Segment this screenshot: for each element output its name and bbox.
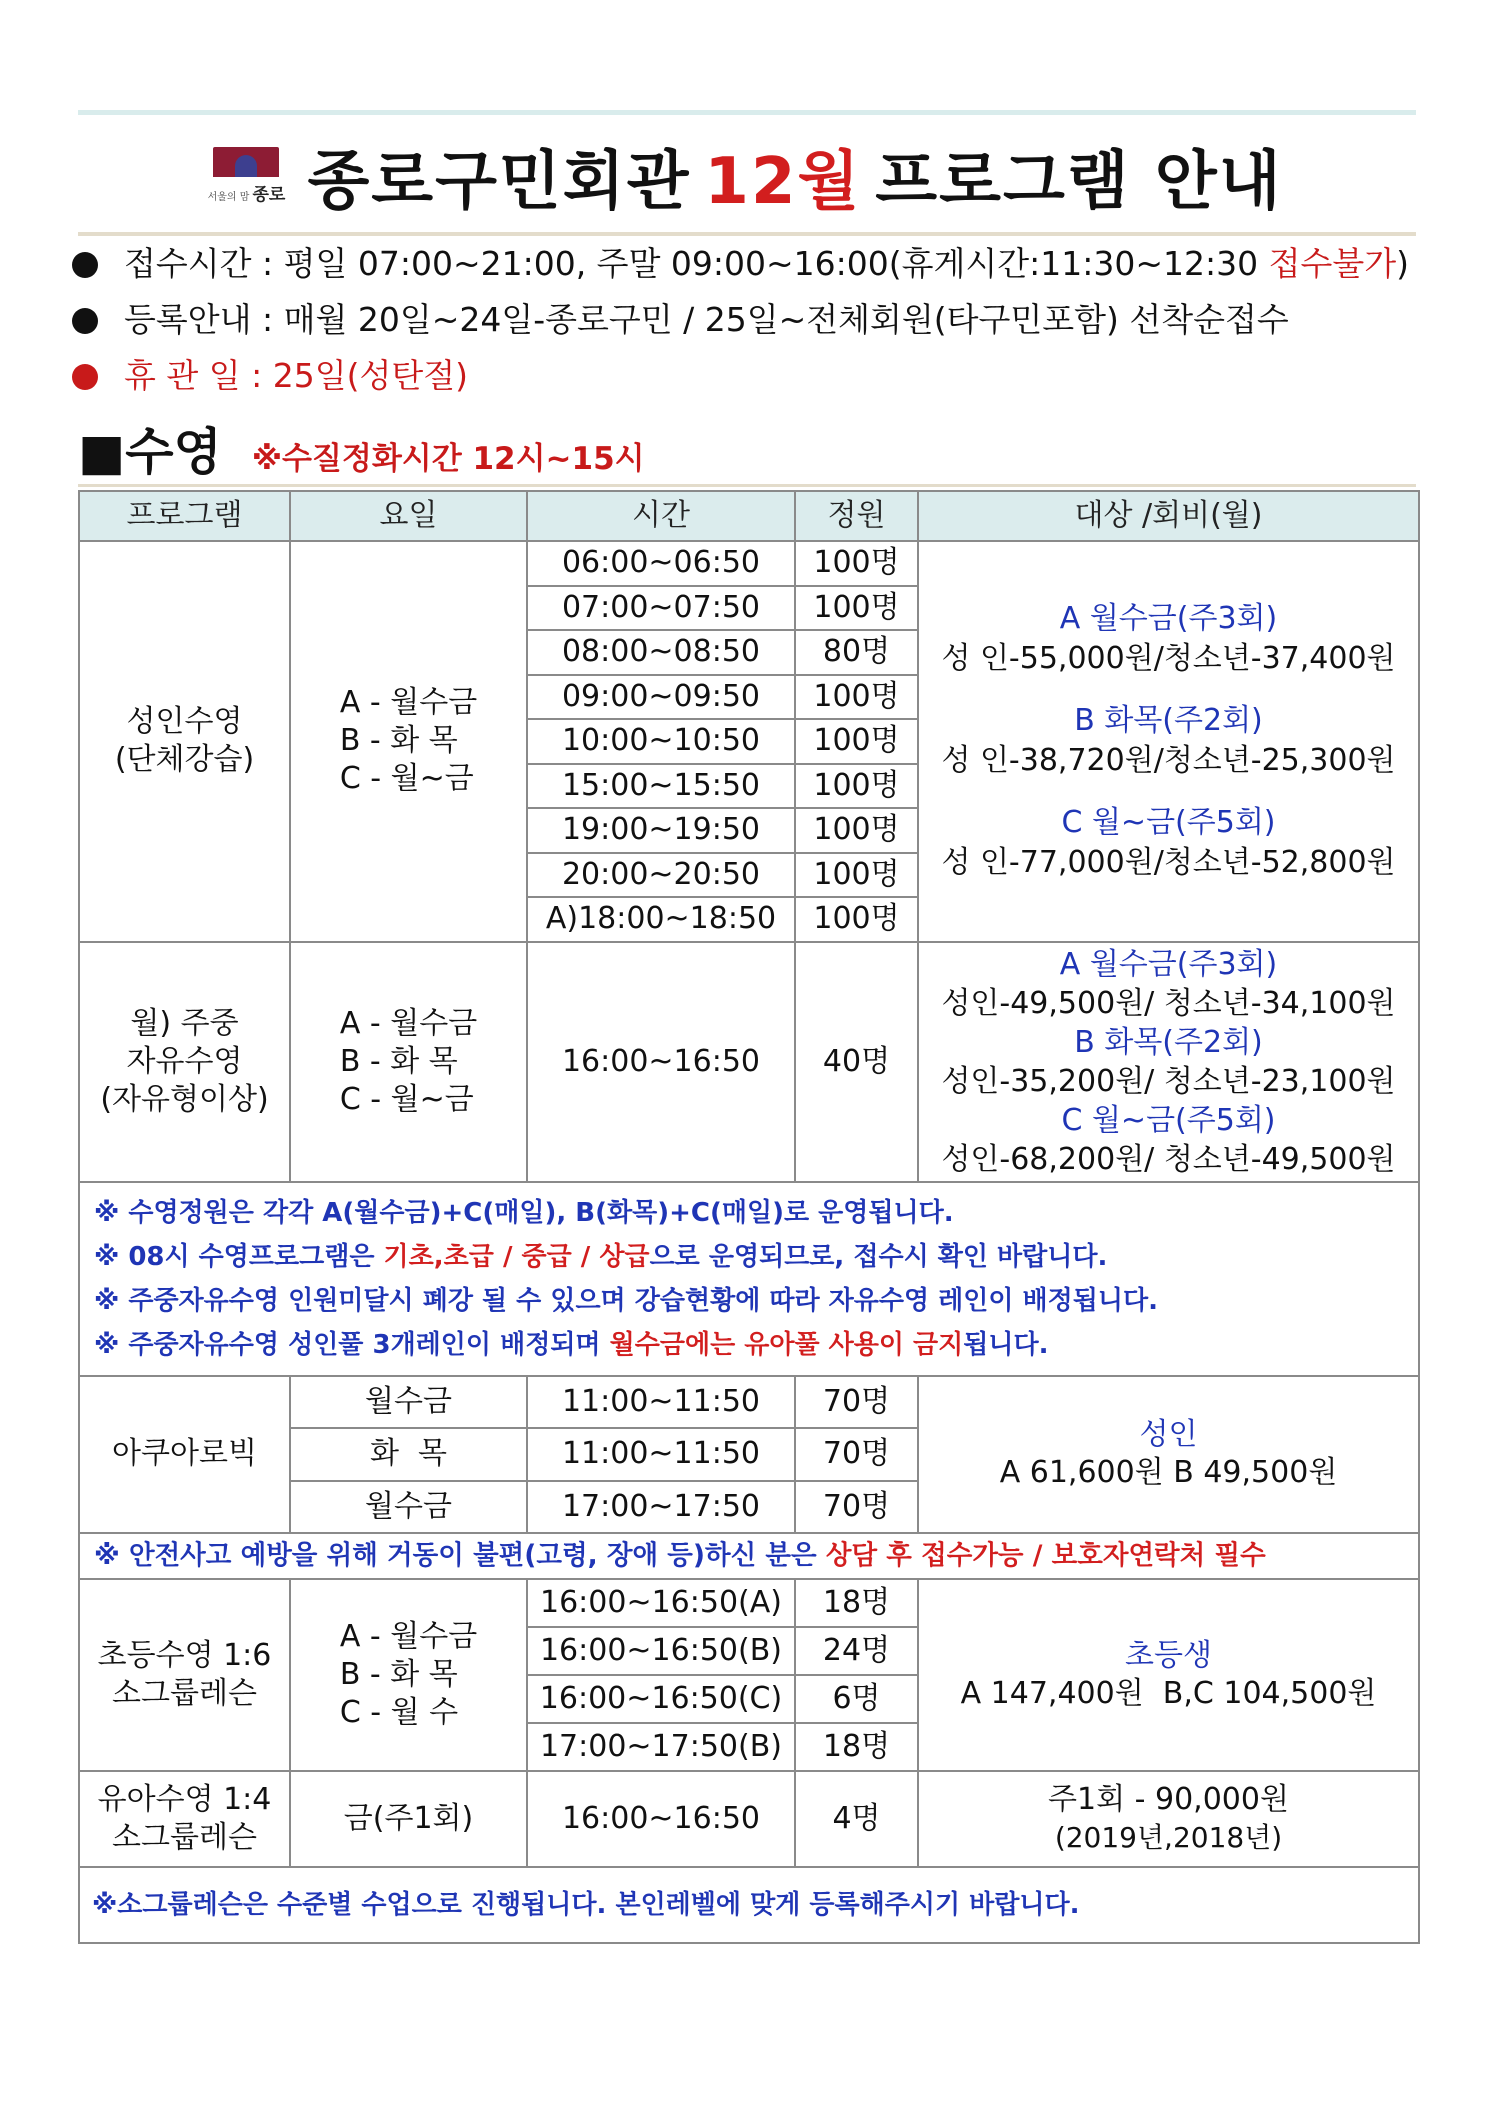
capacity-cell: 100명 (795, 764, 918, 809)
info-closed-day: 휴 관 일 : 25일(성탄절) (72, 354, 468, 398)
table-row (79, 1376, 1419, 1429)
fee-aquarobics: 성인 A 61,600원 B 49,500원 (918, 1376, 1419, 1534)
time-cell: 08:00~08:50 (527, 630, 795, 675)
program-adult-swim: 성인수영 (단체강습) (79, 541, 290, 942)
title-divider (78, 232, 1416, 236)
header-days: 요일 (290, 491, 527, 541)
program-elementary: 초등수영 1:6 소그룹레슨 (79, 1579, 290, 1771)
capacity-cell: 100명 (795, 675, 918, 720)
time-cell: 16:00~16:50(C) (527, 1675, 795, 1723)
table-row (79, 1533, 1419, 1579)
time-cell: 06:00~06:50 (527, 541, 795, 586)
time-cell: 16:00~16:50 (527, 1771, 795, 1867)
bullet-icon (72, 252, 98, 278)
info-reception-hours: 접수시간 : 평일 07:00~21:00, 주말 09:00~16:00(휴게시간:11:30~12:30 접수불가) (72, 242, 1409, 286)
time-cell: 15:00~15:50 (527, 764, 795, 809)
table-row (79, 942, 1419, 1182)
capacity-cell: 80명 (795, 630, 918, 675)
title-month: 12월 (704, 145, 862, 219)
top-divider (78, 110, 1416, 115)
capacity-cell: 100명 (795, 808, 918, 853)
header-capacity: 정원 (795, 491, 918, 541)
days-cell: 월수금 (290, 1481, 527, 1534)
fee-adult-swim: A 월수금(주3회) 성 인-55,000원/청소년-37,400원 B 화목(주2회) 성 인-38,720원/청소년-25,300원 C 월~금(주5회) 성 인-77,000원/청소년-52,800원 (918, 541, 1419, 942)
days-free-swim: A - 월수금 B - 화 목 C - 월~금 (290, 942, 527, 1182)
program-kids: 유아수영 1:4 소그룹레슨 (79, 1771, 290, 1867)
jongno-logo (207, 147, 286, 205)
table-row (79, 1867, 1419, 1943)
time-cell: 11:00~11:50 (527, 1376, 795, 1429)
capacity-cell: 40명 (795, 942, 918, 1182)
section-title: 수영 (125, 423, 222, 481)
days-adult-swim: A - 월수금 B - 화 목 C - 월~금 (290, 541, 527, 942)
fee-free-swim: A 월수금(주3회) 성인-49,500원/ 청소년-34,100원 B 화목(주2회) 성인-35,200원/ 청소년-23,100원 C 월~금(주5회) 성인-68,200원/ 청소년-49,500원 (918, 942, 1419, 1182)
capacity-cell: 100명 (795, 541, 918, 586)
time-cell: 17:00~17:50 (527, 1481, 795, 1534)
page-header (78, 122, 1416, 230)
program-aquarobics: 아쿠아로빅 (79, 1376, 290, 1534)
capacity-cell: 100명 (795, 586, 918, 631)
swim-notes (79, 1182, 1419, 1376)
note-capacity: ※ 수영정원은 각각 A(월수금)+C(매일), B(화목)+C(매일)로 운영됩니다. (94, 1197, 954, 1228)
logo-name: 종로 (252, 185, 286, 205)
safety-note: ※ 안전사고 예방을 위해 거동이 불편(고령, 장애 등)하신 분은 상담 후 접수가능 / 보호자연락처 필수 (79, 1533, 1419, 1579)
bullet-icon (72, 364, 98, 390)
table-row (79, 1579, 1419, 1627)
section-divider (78, 484, 1416, 487)
capacity-cell: 100명 (795, 719, 918, 764)
days-elementary: A - 월수금 B - 화 목 C - 월 수 (290, 1579, 527, 1771)
capacity-cell: 70명 (795, 1428, 918, 1481)
capacity-cell: 70명 (795, 1376, 918, 1429)
time-cell: 19:00~19:50 (527, 808, 795, 853)
title-venue: 종로구민회관 (307, 145, 691, 219)
bullet-icon (72, 308, 98, 334)
capacity-cell: 18명 (795, 1579, 918, 1627)
time-cell: 16:00~16:50 (527, 942, 795, 1182)
time-cell: 16:00~16:50(B) (527, 1627, 795, 1675)
time-cell: 10:00~10:50 (527, 719, 795, 764)
capacity-cell: 100명 (795, 897, 918, 942)
capacity-cell: 24명 (795, 1627, 918, 1675)
capacity-cell: 70명 (795, 1481, 918, 1534)
note-lanes: ※ 주중자유수영 성인풀 3개레인이 배정되며 월수금에는 유아풀 사용이 금지됩니다. (94, 1329, 1049, 1360)
logo-mark-icon (213, 147, 279, 177)
program-table (78, 490, 1420, 1944)
table-row (79, 1182, 1419, 1376)
title-rest: 프로그램 안내 (875, 145, 1283, 219)
time-cell: 17:00~17:50(B) (527, 1723, 795, 1771)
days-cell: 화 목 (290, 1428, 527, 1481)
table-row (79, 541, 1419, 586)
small-group-note: ※소그룹레슨은 수준별 수업으로 진행됩니다. 본인레벨에 맞게 등록해주시기 바랍니다. (79, 1867, 1419, 1943)
header-program: 프로그램 (79, 491, 290, 541)
time-cell: A)18:00~18:50 (527, 897, 795, 942)
header-target-fee: 대상 /회비(월) (918, 491, 1419, 541)
days-kids: 금(주1회) (290, 1771, 527, 1867)
water-purification-note: ※수질정화시간 12시~15시 (251, 441, 645, 477)
time-cell: 09:00~09:50 (527, 675, 795, 720)
info-registration: 등록안내 : 매월 20일~24일-종로구민 / 25일~전체회원(타구민포함) 선착순접수 (72, 298, 1289, 342)
time-cell: 07:00~07:50 (527, 586, 795, 631)
program-free-swim: 월) 주중 자유수영 (자유형이상) (79, 942, 290, 1182)
time-cell: 16:00~16:50(A) (527, 1579, 795, 1627)
time-cell: 20:00~20:50 (527, 853, 795, 898)
note-level: ※ 08시 수영프로그램은 기초,초급 / 중급 / 상급으로 운영되므로, 접수시 확인 바랍니다. (94, 1241, 1108, 1272)
logo-slogan: 서울의 맘 (207, 192, 250, 203)
note-cancellation: ※ 주중자유수영 인원미달시 폐강 될 수 있으며 강습현황에 따라 자유수영 레인이 배정됩니다. (94, 1285, 1159, 1316)
section-heading-swimming (78, 412, 645, 484)
fee-elementary: 초등생 A 147,400원 B,C 104,500원 (918, 1579, 1419, 1771)
capacity-cell: 100명 (795, 853, 918, 898)
time-cell: 11:00~11:50 (527, 1428, 795, 1481)
days-cell: 월수금 (290, 1376, 527, 1429)
table-row (79, 1771, 1419, 1867)
capacity-cell: 18명 (795, 1723, 918, 1771)
header-time: 시간 (527, 491, 795, 541)
table-header-row (79, 491, 1419, 541)
capacity-cell: 6명 (795, 1675, 918, 1723)
capacity-cell: 4명 (795, 1771, 918, 1867)
page-title (307, 130, 1282, 222)
fee-kids: 주1회 - 90,000원 (2019년,2018년) (918, 1771, 1419, 1867)
square-icon: ■ (78, 423, 126, 481)
